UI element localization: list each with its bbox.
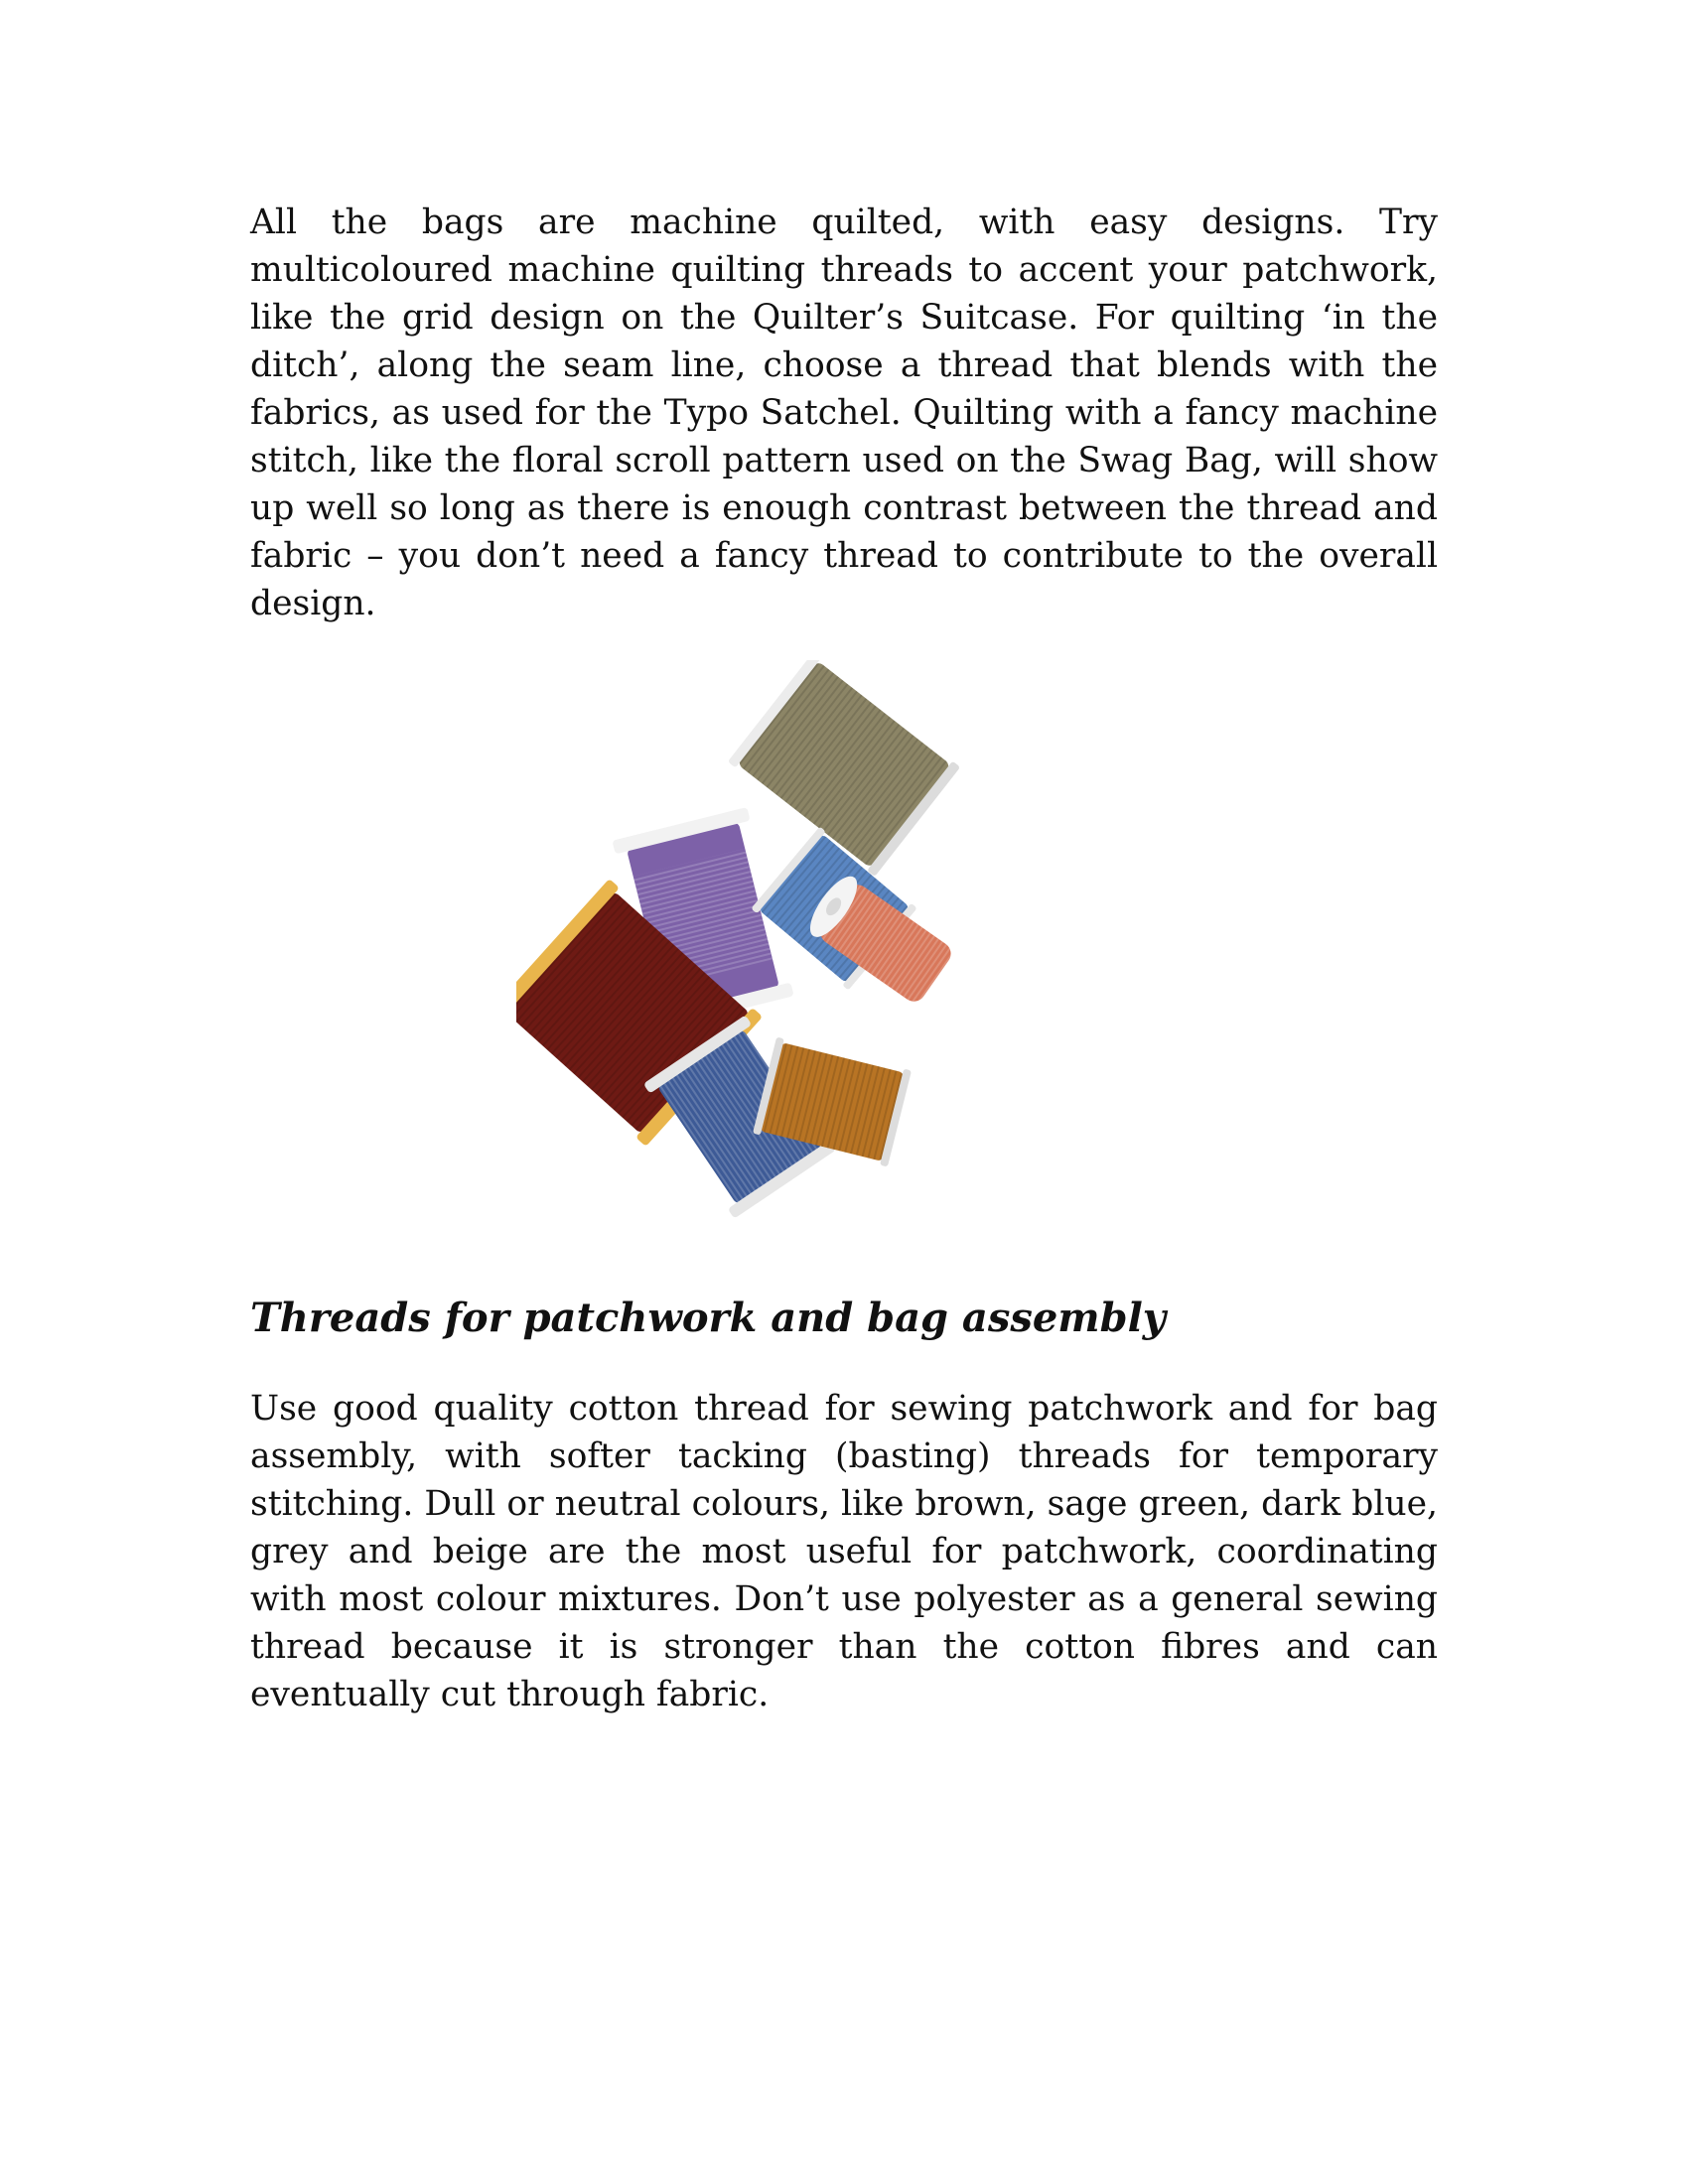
thread-spools-image — [516, 660, 1172, 1246]
body-paragraph-quilting: All the bags are machine quilted, with easy designs. Try multicoloured machine quilting threads to accent your patchwork, like the grid design on the Quilter’s Suitcase. For quilting ‘in the ditch’, along the seam line, choose a thread that blends with the fabrics, as used for the Typo Satchel. Quilting with a fancy machine stitch, like the floral scroll pattern used on the Swag Bag, will show up well so long as there is enough contrast between the thread and fabric – you don’t need a fancy thread to contribute to the overall design. — [250, 203, 1438, 623]
body-paragraph-threads: Use good quality cotton thread for sewing patchwork and for bag assembly, with softer tacking (basting) threads for temporary stitching. Dull or neutral colours, like brown, sage green, dark blue, grey and beige are the most useful for patchwork, coordinating with most colour mixtures. Don’t use polyester as a general sewing thread because it is stronger than the cotton fibres and can eventually cut through fabric. — [250, 1389, 1438, 1714]
section-heading: Threads for patchwork and bag assembly — [250, 1295, 1167, 1341]
